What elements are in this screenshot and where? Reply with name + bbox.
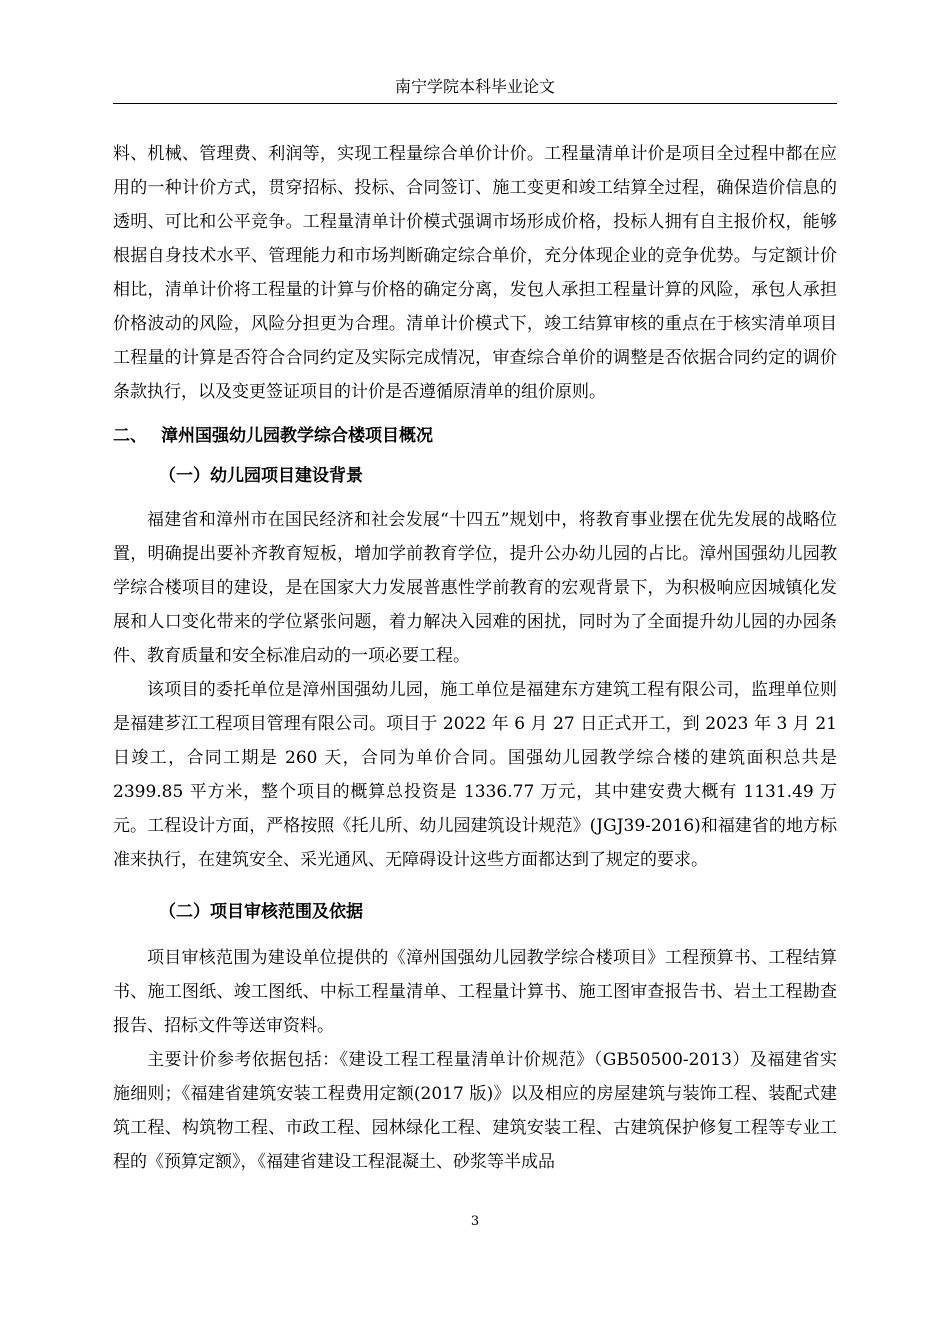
body-paragraph: 福建省和漳州市在国民经济和社会发展“十四五”规划中，将教育事业摆在优先发展的战略位置，明确提出要补齐教育短板，增加学前教育学位，提升公办幼儿园的占比。漳州国强幼儿园教学综合楼项目的建设，是在国家大力发展普惠性学前教育的宏观背景下，为积极响应因城镇化发展和人口变化带来的学位紧张问题，着力解决入园难的困扰，同时为了全面提升幼儿园的办园条件、教育质量和安全标准启动的一项必要工程。 <box>113 510 837 666</box>
page-header-title: 南宁学院本科毕业论文 <box>394 77 555 96</box>
section-number: 二、 <box>113 426 147 446</box>
page-number: 3 <box>470 1214 480 1229</box>
body-paragraph: 主要计价参考依据包括：《建设工程工程量清单计价规范》（GB50500-2013）及福建省实施细则；《福建省建筑安装工程费用定额(2017 版)》以及相应的房屋建筑与装饰工程、装配式建筑工程、构筑物工程、市政工程、园林绿化工程、建筑安装工程、古建筑保护修复工程等专业工程的《预算定额》，《福建省建设工程混凝土、砂浆等半成品 <box>113 1050 837 1172</box>
section-title: 漳州国强幼儿园教学综合楼项目概况 <box>161 426 433 446</box>
header-divider <box>113 103 837 104</box>
subsection-heading-1: （一）幼儿园项目建设背景 <box>159 466 363 486</box>
section-heading <box>113 419 837 453</box>
body-paragraph: 该项目的委托单位是漳州国强幼儿园，施工单位是福建东方建筑工程有限公司，监理单位则是福建芗江工程项目管理有限公司。项目于 2022 年 6 月 27 日正式开工，到 2023 年 3 月 21 日竣工，合同工期是 260 天，合同为单价合同。国强幼儿园教学综合楼的建筑面积总共是 2399.85 平方米，整个项目的概算总投资是 1336.77 万元，其中建安费大概有 1131.49 万元。工程设计方面，严格按照《托儿所、幼儿园建筑设计规范》(JGJ39-2016)和福建省的地方标准来执行，在建筑安全、采光通风、无障碍设计这些方面都达到了规定的要求。 <box>113 680 837 870</box>
intro-paragraph: 料、机械、管理费、利润等，实现工程量综合单价计价。工程量清单计价是项目全过程中都在应用的一种计价方式，贯穿招标、投标、合同签订、施工变更和竣工结算全过程，确保造价信息的透明、可比和公平竞争。工程量清单计价模式强调市场形成价格，投标人拥有自主报价权，能够根据自身技术水平、管理能力和市场判断确定综合单价，充分体现企业的竞争优势。与定额计价相比，清单计价将工程量的计算与价格的确定分离，发包人承担工程量计算的风险，承包人承担价格波动的风险，风险分担更为合理。清单计价模式下，竣工结算审核的重点在于核实清单项目工程量的计算是否符合合同约定及实际完成情况，审查综合单价的调整是否依据合同约定的调价条款执行，以及变更签证项目的计价是否遵循原清单的组价原则。 <box>113 144 837 402</box>
subsection-heading-2: （二）项目审核范围及依据 <box>159 902 363 922</box>
page-content <box>113 137 837 1179</box>
body-paragraph: 项目审核范围为建设单位提供的《漳州国强幼儿园教学综合楼项目》工程预算书、工程结算书、施工图纸、竣工图纸、中标工程量清单、工程量计算书、施工图审查报告书、岩土工程勘查报告、招标文件等送审资料。 <box>113 948 837 1036</box>
